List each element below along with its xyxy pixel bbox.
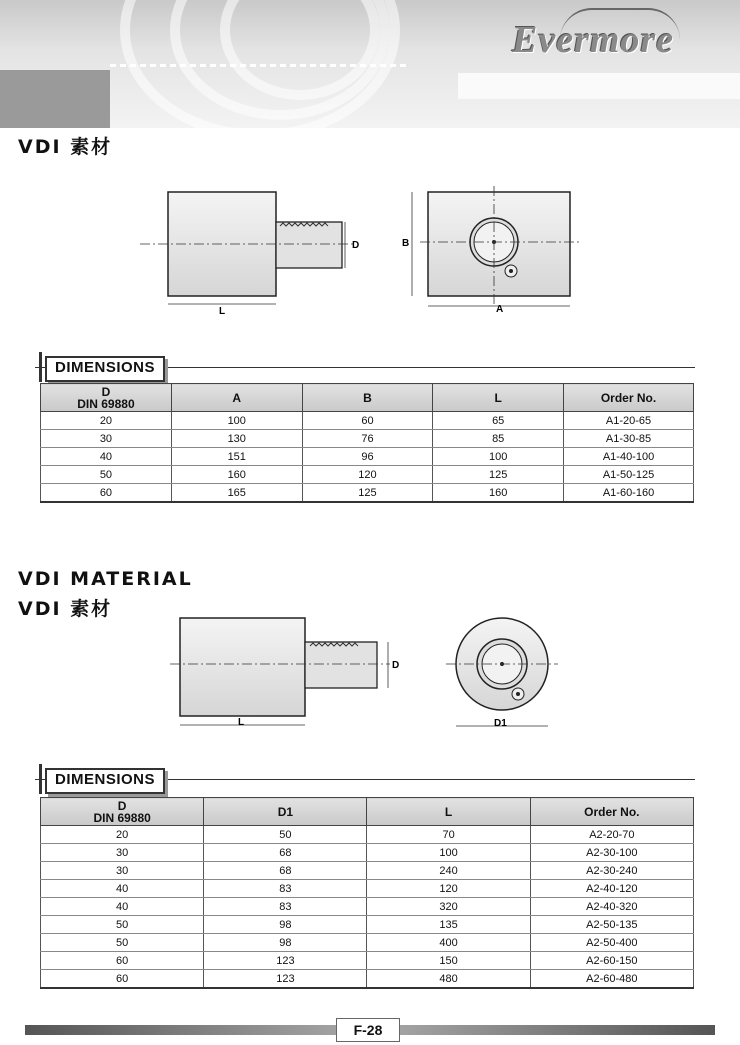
table-cell: 125 xyxy=(302,484,433,503)
table-cell: 68 xyxy=(204,862,367,880)
table-row xyxy=(41,412,694,430)
table-row xyxy=(41,952,694,970)
label-a: A xyxy=(496,304,504,315)
table-cell: A2-60-150 xyxy=(530,952,693,970)
label-d2: D xyxy=(392,660,400,671)
section1-title: VDI 素材 xyxy=(18,136,113,158)
dimensions-table-1: D DIN 69880 A B L Order No. 20 100 60 65 A1-20-65 30 130 76 85 A1-30-85 40 151 96 100 A1-40-100 50 160 120 125 A1-50-125 60 165 125 160 A1-60-160 xyxy=(40,383,694,503)
table-cell: A2-30-240 xyxy=(530,862,693,880)
table-row xyxy=(41,862,694,880)
table-row xyxy=(41,430,694,448)
table-cell: 98 xyxy=(204,934,367,952)
table-cell: 240 xyxy=(367,862,530,880)
table-cell: 60 xyxy=(302,412,433,430)
table-row xyxy=(41,880,694,898)
table-row xyxy=(41,844,694,862)
table-cell: 83 xyxy=(204,880,367,898)
table-row xyxy=(41,916,694,934)
table-cell: 20 xyxy=(41,412,172,430)
table-cell: 40 xyxy=(41,898,204,916)
table-cell: A2-40-120 xyxy=(530,880,693,898)
table-cell: 100 xyxy=(367,844,530,862)
label-d: D xyxy=(352,240,360,251)
table-cell: 100 xyxy=(171,412,302,430)
table-cell: 120 xyxy=(367,880,530,898)
dimensions-table-2: D DIN 69880 D1 L Order No. 20 50 70 A2-20-70 30 68 100 A2-30-100 30 68 240 A2-30-240 40 83 120 A2-40-120 40 83 320 A2-40-320 50 98 135 A2-50-135 50 98 400 A2-50-400 60 123 150 A2-60-150 60 123 480 A2-60-480 xyxy=(40,797,694,989)
table-cell: A1-50-125 xyxy=(564,466,694,484)
table-row xyxy=(41,466,694,484)
table-cell: A2-60-480 xyxy=(530,970,693,989)
brand-logo: Evermore xyxy=(512,19,675,61)
section1-drawing xyxy=(140,180,600,320)
table-cell: 70 xyxy=(367,826,530,844)
section2-title-en: VDI MATERIAL xyxy=(18,568,193,590)
table-cell: 60 xyxy=(41,970,204,989)
table-row xyxy=(41,826,694,844)
table-cell: A2-30-100 xyxy=(530,844,693,862)
table-cell: 60 xyxy=(41,484,172,503)
table-cell: 30 xyxy=(41,430,172,448)
table-cell: A1-30-85 xyxy=(564,430,694,448)
table-cell: 123 xyxy=(204,952,367,970)
table-cell: 60 xyxy=(41,952,204,970)
section2-title-zh: VDI 素材 xyxy=(18,598,113,620)
table-cell: 400 xyxy=(367,934,530,952)
table-cell: 160 xyxy=(171,466,302,484)
label-l: L xyxy=(219,306,226,317)
table-cell: 85 xyxy=(433,430,564,448)
table-cell: 30 xyxy=(41,844,204,862)
table-cell: 165 xyxy=(171,484,302,503)
table-cell: A1-40-100 xyxy=(564,448,694,466)
table-cell: 50 xyxy=(41,934,204,952)
table-row xyxy=(41,970,694,989)
table-cell: A1-20-65 xyxy=(564,412,694,430)
page-header xyxy=(0,0,740,128)
table-cell: 20 xyxy=(41,826,204,844)
table-cell: A2-50-135 xyxy=(530,916,693,934)
table-cell: 40 xyxy=(41,880,204,898)
table-row xyxy=(41,898,694,916)
table-cell: 68 xyxy=(204,844,367,862)
table-cell: 96 xyxy=(302,448,433,466)
table-cell: 320 xyxy=(367,898,530,916)
table-cell: 50 xyxy=(41,466,172,484)
section2-drawing xyxy=(170,610,570,735)
label-l2: L xyxy=(238,717,245,728)
table-cell: 123 xyxy=(204,970,367,989)
table-cell: 135 xyxy=(367,916,530,934)
label-d1: D1 xyxy=(494,718,507,729)
table-cell: 120 xyxy=(302,466,433,484)
table-cell: A2-20-70 xyxy=(530,826,693,844)
table-cell: 150 xyxy=(367,952,530,970)
table-cell: 100 xyxy=(433,448,564,466)
table-cell: 151 xyxy=(171,448,302,466)
table-cell: 130 xyxy=(171,430,302,448)
table-cell: A1-60-160 xyxy=(564,484,694,503)
table-cell: 40 xyxy=(41,448,172,466)
table-cell: 98 xyxy=(204,916,367,934)
table-cell: 65 xyxy=(433,412,564,430)
table-row xyxy=(41,484,694,503)
label-b: B xyxy=(402,238,410,249)
table-cell: 76 xyxy=(302,430,433,448)
table-cell: 125 xyxy=(433,466,564,484)
table-cell: 50 xyxy=(41,916,204,934)
table-cell: 480 xyxy=(367,970,530,989)
table-row xyxy=(41,448,694,466)
dimensions-tab-1: DIMENSIONS xyxy=(35,356,695,378)
table-cell: A2-40-320 xyxy=(530,898,693,916)
table-cell: A2-50-400 xyxy=(530,934,693,952)
table-row xyxy=(41,934,694,952)
table-cell: 83 xyxy=(204,898,367,916)
table-cell: 30 xyxy=(41,862,204,880)
dimensions-tab-2: DIMENSIONS xyxy=(35,768,695,790)
page-number: F-28 xyxy=(336,1018,400,1042)
table-cell: 50 xyxy=(204,826,367,844)
table-cell: 160 xyxy=(433,484,564,503)
